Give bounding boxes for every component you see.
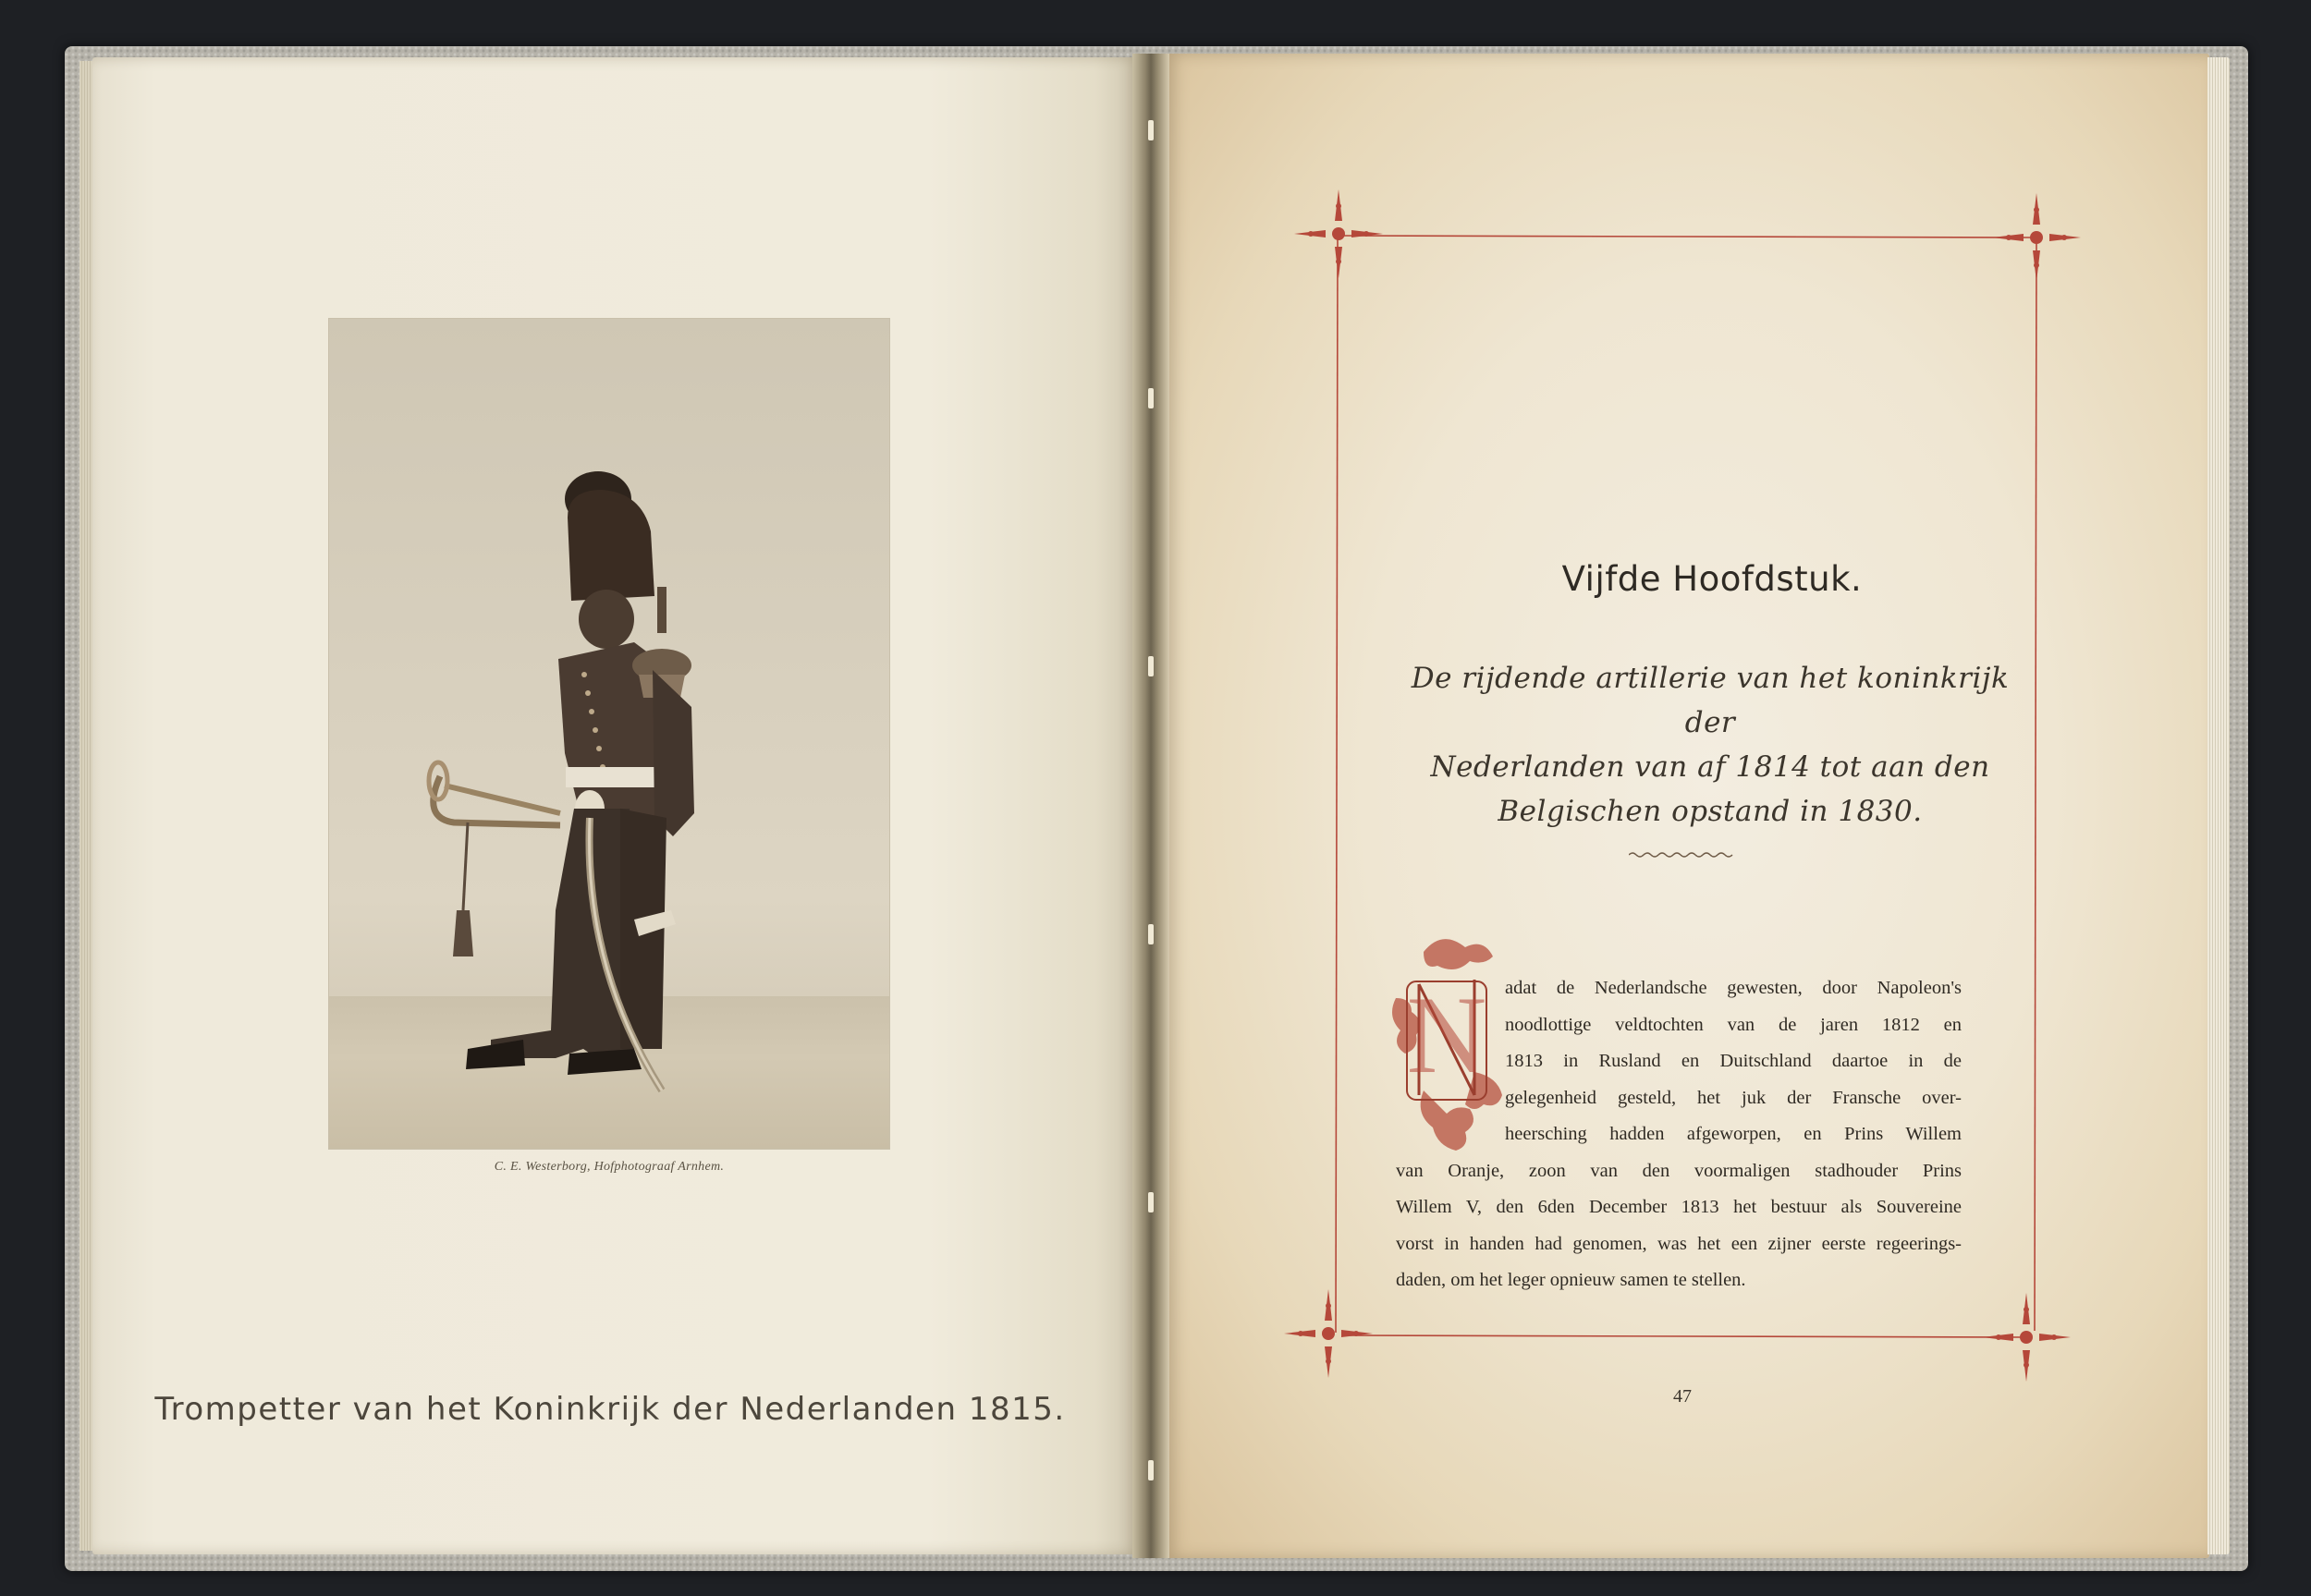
section-divider-ornament xyxy=(1629,850,1734,859)
chapter-title: Vijfde Hoofdstuk. xyxy=(1561,559,1863,599)
page-number: 47 xyxy=(1673,1386,1692,1407)
body-line: gelegenheid gesteld, het juk der Fransche over- xyxy=(1505,1087,1962,1108)
chapter-body-paragraph xyxy=(1396,970,1962,1299)
body-line: 1813 in Rusland en Duitschland daartoe in de xyxy=(1505,1051,1962,1071)
plate-title: Trompetter van het Koninkrijk der Nederlanden 1815. xyxy=(154,1391,1066,1428)
body-line: heersching hadden afgeworpen, en Prins Willem xyxy=(1505,1124,1962,1144)
subtitle-line: Belgischen opstand in 1830. xyxy=(1498,795,1923,828)
drop-cap-letter: N xyxy=(1406,973,1487,1096)
body-line: daden, om het leger opnieuw samen te stellen. xyxy=(1396,1270,1746,1290)
body-line: adat de Nederlandsche gewesten, door Napoleon's xyxy=(1505,978,1962,998)
body-line: Willem V, den 6den December 1813 het bestuur als Souvereine xyxy=(1396,1197,1962,1217)
body-line: vorst in handen had genomen, was het een zijner eerste regeerings- xyxy=(1396,1233,1962,1254)
body-line: noodlottige veldtochten van de jaren 1812 en xyxy=(1505,1014,1962,1035)
chapter-subtitle xyxy=(1387,656,2034,834)
body-line: van Oranje, zoon van den voormaligen stadhouder Prins xyxy=(1396,1160,1962,1181)
subtitle-line: Nederlanden van af 1814 tot aan den xyxy=(1430,750,1990,784)
photo-caption: C. E. Westerborg, Hofphotograaf Arnhem. xyxy=(494,1160,725,1174)
subtitle-line: De rijdende artillerie van het koninkrijk der xyxy=(1411,662,2010,739)
